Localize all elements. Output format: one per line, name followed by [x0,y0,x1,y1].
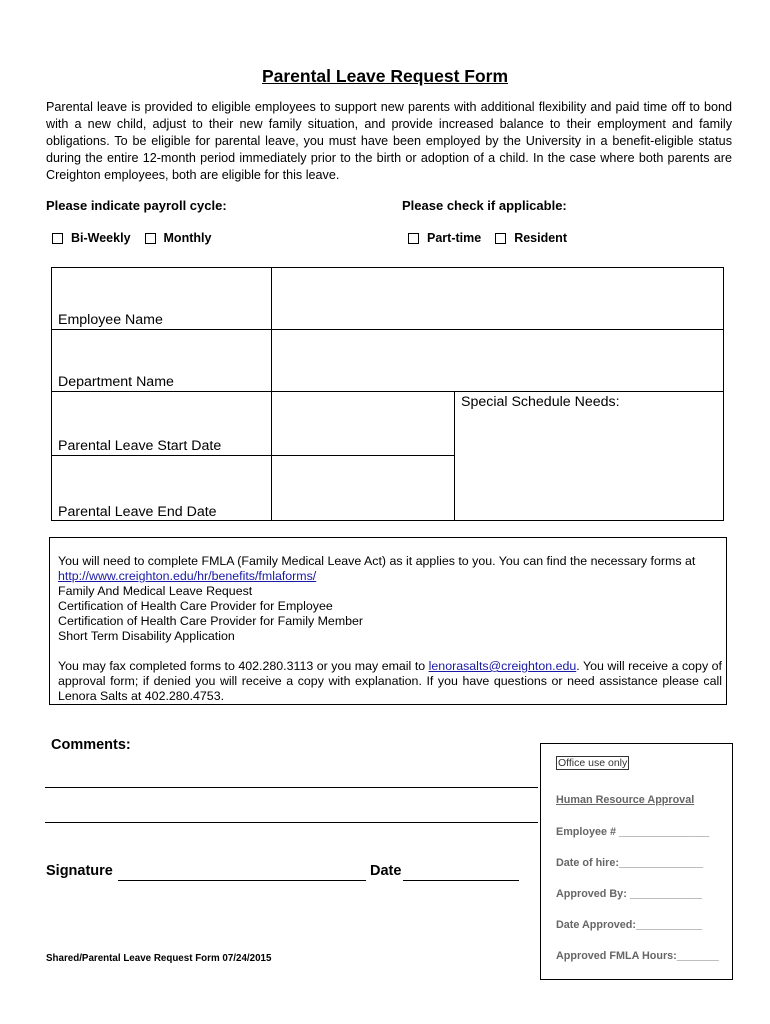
start-date-label: Parental Leave Start Date [58,438,222,454]
fmla-hours-field: Approved FMLA Hours:_______ [556,950,719,962]
monthly-checkbox[interactable] [145,233,156,244]
employee-name-label: Employee Name [58,312,163,328]
start-date-field[interactable] [274,394,452,453]
payroll-options [52,231,225,245]
comments-line-2[interactable] [45,822,538,823]
bi-weekly-label: Bi-Weekly [71,231,131,245]
signature-line[interactable] [118,880,366,881]
approved-by-field: Approved By: ____________ [556,888,702,900]
date-approved-field: Date Approved:___________ [556,919,703,931]
page-title: Parental Leave Request Form [261,66,509,86]
fmla-form-item: Family And Medical Leave Request [58,584,253,598]
fmla-form-item: Short Term Disability Application [58,629,235,643]
table-divider [271,267,272,521]
fmla-intro: You will need to complete FMLA (Family Medical Leave Act) as it applies to you. You can find the necessary forms at [58,554,696,568]
part-time-checkbox[interactable] [408,233,419,244]
table-divider [51,329,724,330]
department-name-label: Department Name [58,374,174,390]
fmla-info-box [49,537,727,705]
department-name-field[interactable] [274,332,722,389]
fmla-form-item: Certification of Health Care Provider for Family Member [58,614,364,628]
office-use-header: Office use only [558,757,628,769]
date-line[interactable] [403,880,519,881]
form-footer: Shared/Parental Leave Request Form 07/24/2015 [46,953,272,964]
employee-number-field: Employee # _______________ [556,826,710,838]
end-date-field[interactable] [274,458,452,519]
comments-label: Comments: [51,737,131,753]
fax-text: You may fax completed forms to 402.280.3113 or you may email to [58,659,429,673]
office-use-box [540,743,733,980]
date-label: Date [370,863,402,879]
special-schedule-label: Special Schedule Needs: [461,394,620,410]
fax-instructions [58,659,722,704]
email-link[interactable]: lenorasalts@creighton.edu [428,659,577,673]
intro-paragraph: Parental leave is provided to eligible employees to support new parents with additional flexibility and paid time off to bond with a new child, adjust to their new family situation, and provide increased balance to their employment and family obligations. To be eligible for parental leave, you must have been employed by the University in a benefit-eligible status during the entire 12-month period immediately prior to the birth or adoption of a child. In the case where both parents are Creighton employees, both are eligible for this leave. [46,100,732,182]
table-divider [454,391,455,521]
resident-checkbox[interactable] [495,233,506,244]
signature-label: Signature [46,863,113,879]
end-date-label: Parental Leave End Date [58,504,217,520]
special-schedule-field[interactable] [457,394,722,519]
fax-text-2: . You will receive a copy of approval form; if denied you will receive a copy with explanation. If you have questions or need assistance please call Lenora Salts at 402.280.4753. [58,659,722,703]
fmla-forms-link[interactable]: http://www.creighton.edu/hr/benefits/fmlaforms/ [58,569,317,583]
hr-approval-label: Human Resource Approval [556,794,695,806]
part-time-label: Part-time [427,231,482,245]
bi-weekly-checkbox[interactable] [52,233,63,244]
fmla-form-item: Certification of Health Care Provider for Employee [58,599,333,613]
monthly-label: Monthly [163,231,212,245]
payroll-cycle-heading: Please indicate payroll cycle: [46,198,227,213]
table-divider [51,391,724,392]
table-divider [51,455,454,456]
employee-name-field[interactable] [274,270,722,327]
date-of-hire-field: Date of hire:______________ [556,857,704,869]
comments-line-1[interactable] [45,787,538,788]
resident-label: Resident [514,231,567,245]
applicable-heading: Please check if applicable: [402,198,567,213]
applicable-options [408,231,581,245]
